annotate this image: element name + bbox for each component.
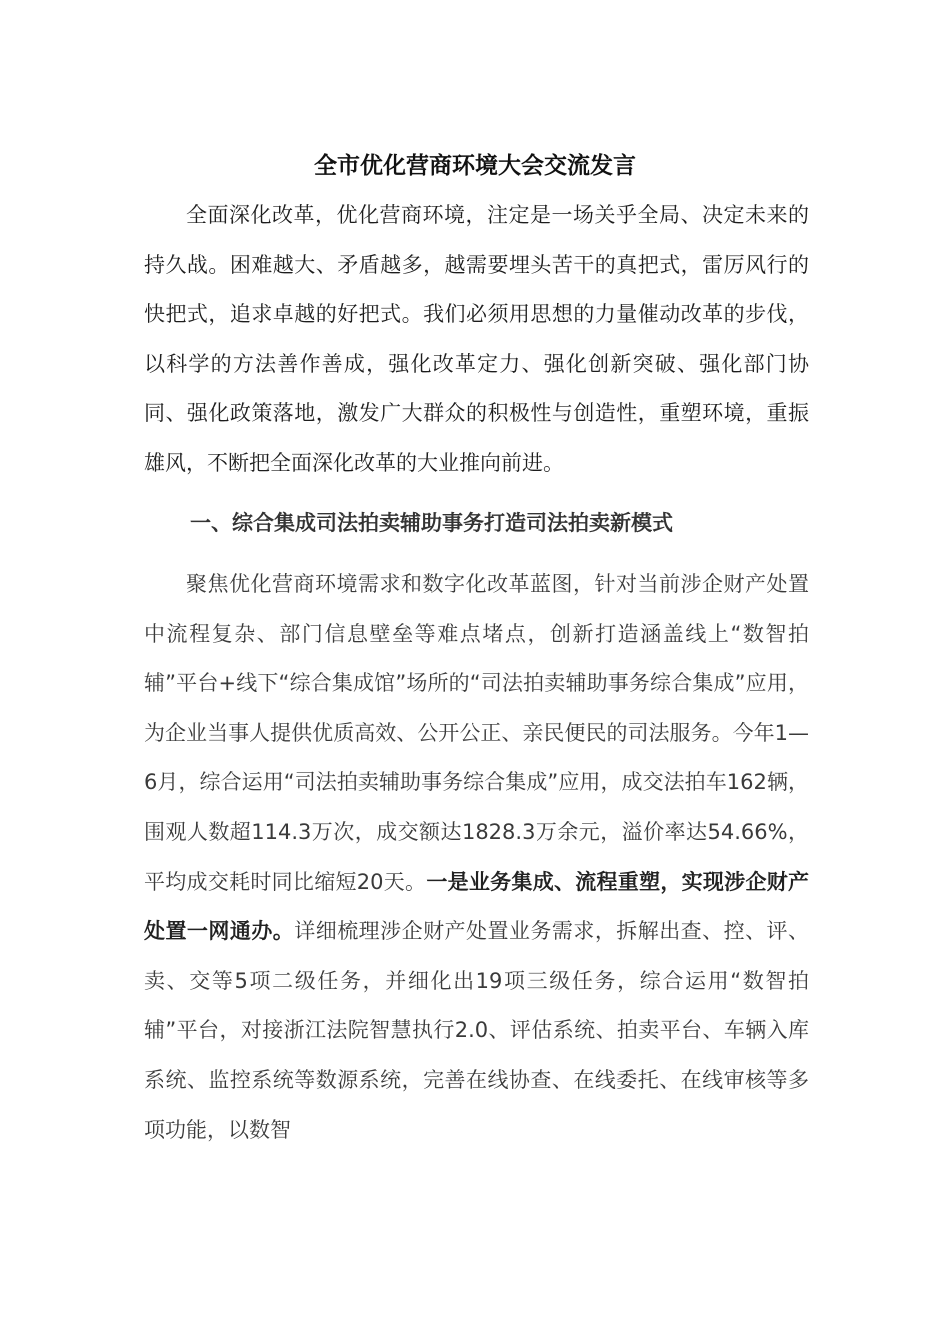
document-title: 全市优化营商环境大会交流发言 [314, 153, 636, 180]
section-paragraph-text-1: 聚焦优化营商环境需求和数字化改革蓝图，针对当前涉企财产处置中流程复杂、部门信息壁垒等难点堵点，创新打造涵盖线上“数智拍辅”平台+线下“综合集成馆”场所的“司法拍卖辅助事务综合集成”应用，为企业当事人提供优质高效、公开公正、亲民便民的司法服务。今年1—6月，综合运用“司法拍卖辅助事务综合集成”应用，成交法拍车162辆，围观人数超114.3万次，成交额达1828.3万余元，溢价率达54.66%，平均成交耗时同比缩短20天。 [144, 572, 809, 894]
section-paragraph-bold-text: 一是业务集成、流程重塑，实现涉企财产处置一网通办。 [144, 869, 809, 944]
section-paragraph [144, 560, 809, 1155]
section-paragraph-text-2: 详细梳理涉企财产处置业务需求，拆解出查、控、评、卖、交等5项二级任务，并细化出19项三级任务，综合运用“数智拍辅”平台，对接浙江法院智慧执行2.0、评估系统、拍卖平台、车辆入库系统、监控系统等数源系统，完善在线协查、在线委托、在线审核等多项功能，以数智 [144, 919, 810, 1142]
intro-paragraph: 全面深化改革，优化营商环境，注定是一场关乎全局、决定未来的持久战。困难越大、矛盾越多，越需要埋头苦干的真把式，雷厉风行的快把式，追求卓越的好把式。我们必须用思想的力量催动改革的步伐，以科学的方法善作善成，强化改革定力、强化创新突破、强化部门协同、强化政策落地，激发广大群众的积极性与创造性，重塑环境，重振雄风，不断把全面深化改革的大业推向前进。 [144, 203, 809, 475]
section-heading: 一、综合集成司法拍卖辅助事务打造司法拍卖新模式 [190, 511, 673, 535]
